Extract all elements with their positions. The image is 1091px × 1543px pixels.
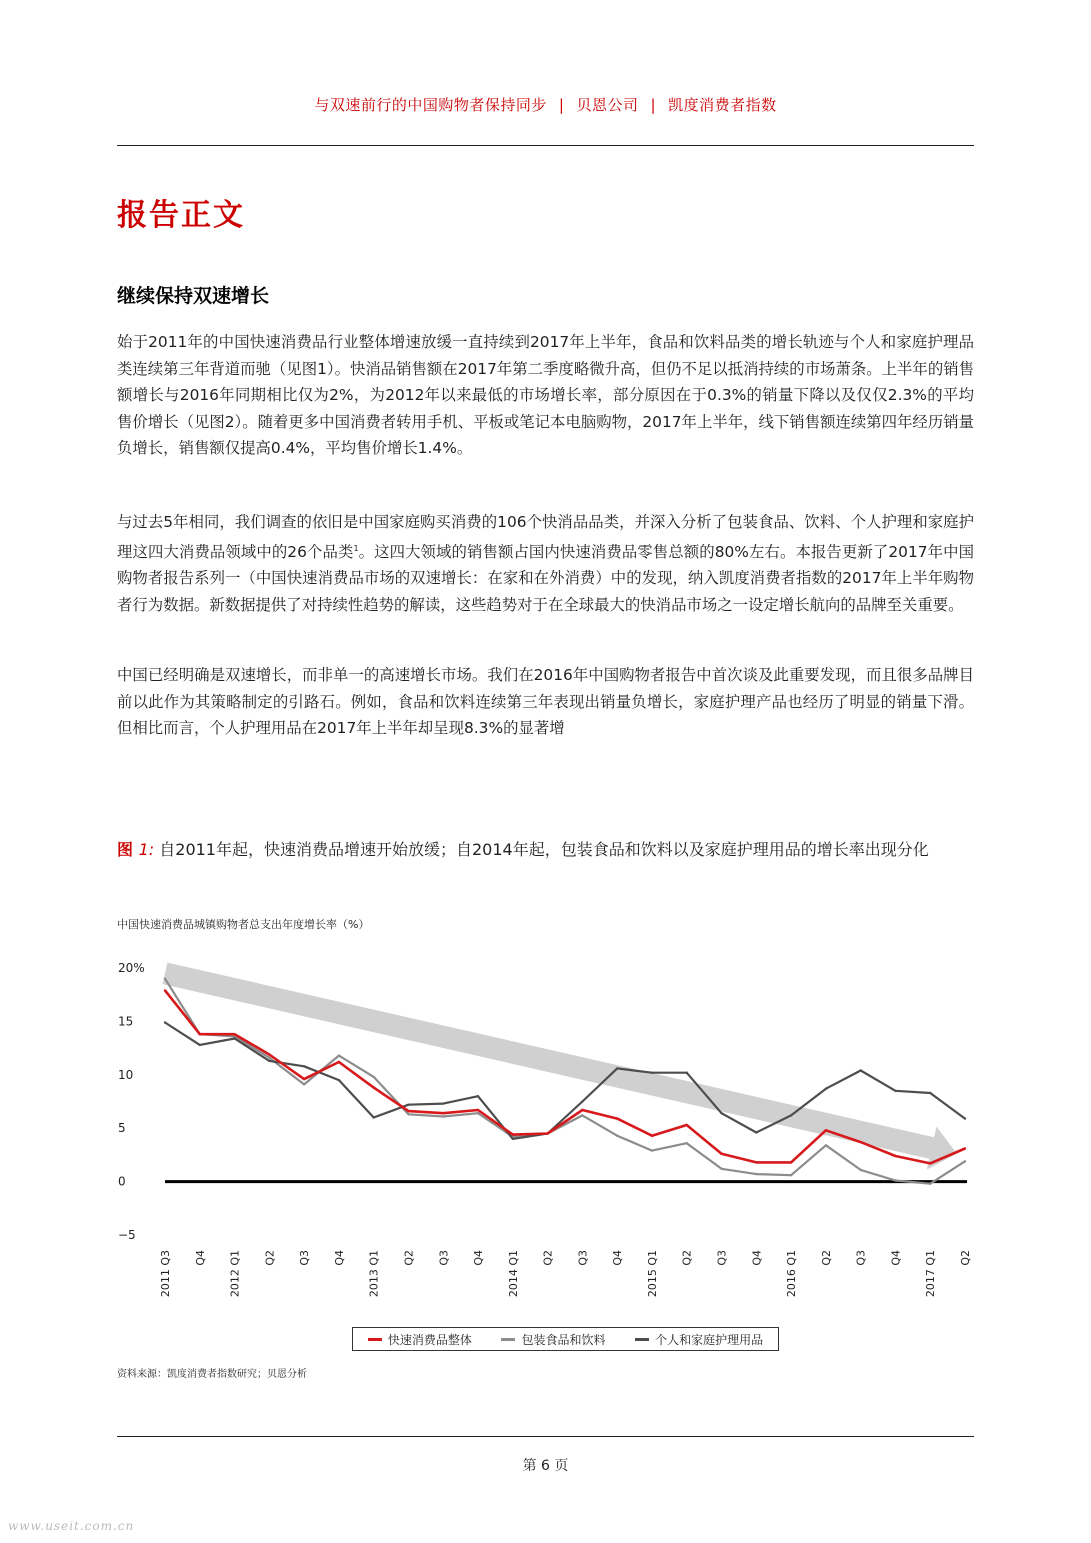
figure-source: 资料来源：凯度消费者指数研究；贝恩分析 (117, 1369, 307, 1380)
running-header (0, 94, 1091, 115)
data-point (233, 1033, 235, 1035)
page-number: 第 6 页 (522, 1458, 569, 1474)
data-point (268, 1053, 270, 1055)
paragraph-3: 中国已经明确是双速增长，而非单一的高速增长市场。我们在2016年中国购物者报告中首次谈及此重要发现，而且很多品牌目前以此作为其策略制定的引路石。例如，食品和饮料连续第三年表现出销量负增长，家庭护理产品也经历了明显的销量下滑。但相比而言，个人护理用品在2017年上半年却呈现8.3%的显著增 (117, 666, 974, 737)
x-tick-label: Q2 (819, 1250, 833, 1266)
paragraph-2-text-cont: 。这四大领域的销售额占国内快速消费品零售总额的80%左右。本报告更新了2017年中国购物者报告系列一（中国快速消费品市场的双速增长：在家和在外消费）中的发现，纳入凯度消费者指数的2017年上半年购物者行为数据。新数据提供了对持续性趋势的解读，这些趋势对于在全球最大的快消品市场之一设定增长航向的品牌至关重要。 (117, 542, 974, 614)
data-point (720, 1153, 722, 1155)
header-partner: 凯度消费者指数 (668, 96, 777, 114)
data-point (964, 1147, 966, 1149)
data-point (268, 1060, 270, 1062)
data-point (686, 1072, 688, 1074)
data-point (164, 989, 166, 991)
data-point (373, 1086, 375, 1088)
data-point (581, 1100, 583, 1102)
data-point (860, 1069, 862, 1071)
data-point (164, 978, 166, 980)
data-point (512, 1133, 514, 1135)
section-title: 报告正文 (117, 198, 245, 233)
x-tick-label: Q4 (889, 1250, 903, 1266)
x-tick-label: Q4 (472, 1250, 486, 1266)
data-point (686, 1142, 688, 1144)
data-point (477, 1095, 479, 1097)
x-tick-label: Q2 (541, 1250, 555, 1266)
data-point (546, 1132, 548, 1134)
chart-y-label: 中国快速消费品城镇购物者总支出年度增长率（%） (117, 918, 370, 931)
x-tick-label: 2016 Q1 (785, 1250, 799, 1298)
x-tick-label: 2012 Q1 (228, 1250, 242, 1298)
data-point (581, 1109, 583, 1111)
data-point (860, 1169, 862, 1171)
data-point (686, 1124, 688, 1126)
legend-label: 包装食品和饮料 (521, 1332, 606, 1347)
x-tick-label: Q3 (715, 1250, 729, 1266)
y-tick-label: 10 (118, 1067, 134, 1082)
data-point (164, 1021, 166, 1023)
data-point (616, 1117, 618, 1119)
y-tick-label: 5 (118, 1121, 126, 1136)
data-point (929, 1183, 931, 1185)
data-point (442, 1112, 444, 1114)
data-point (303, 1078, 305, 1080)
data-point (720, 1112, 722, 1114)
figure-number: 1 (138, 840, 149, 859)
data-point (894, 1090, 896, 1092)
legend-item-fmcg-total (368, 1331, 472, 1348)
legend-swatch-gray (501, 1338, 515, 1341)
header-rule (117, 145, 974, 146)
header-report-title: 与双速前行的中国购物者保持同步 (314, 96, 547, 114)
x-tick-label: Q2 (263, 1250, 277, 1266)
data-point (233, 1037, 235, 1039)
data-point (894, 1155, 896, 1157)
x-tick-label: Q3 (576, 1250, 590, 1266)
x-tick-label: Q4 (332, 1250, 346, 1266)
data-point (268, 1057, 270, 1059)
x-tick-label: Q3 (298, 1250, 312, 1266)
data-point (407, 1110, 409, 1112)
data-point (373, 1116, 375, 1118)
data-point (338, 1061, 340, 1063)
data-point (303, 1065, 305, 1067)
series-line-0 (165, 990, 965, 1163)
data-point (512, 1138, 514, 1140)
x-tick-label: 2011 Q3 (159, 1250, 172, 1298)
data-point (407, 1113, 409, 1115)
x-tick-label: Q3 (437, 1250, 451, 1266)
data-point (477, 1109, 479, 1111)
paragraph-2-text: 与过去5年相同，我们调查的依旧是中国家庭购买消费的106个快消品品类，并深入分析了包装食品、饮料、个人护理和家庭护理这四大消费品领域中的26个品类 (117, 513, 974, 561)
x-tick-label: 2014 Q1 (506, 1250, 520, 1298)
data-point (720, 1168, 722, 1170)
legend-item-personal-home-care (635, 1331, 763, 1348)
x-tick-label: 2015 Q1 (645, 1250, 659, 1298)
x-tick-label: Q2 (402, 1250, 416, 1266)
data-point (651, 1149, 653, 1151)
data-point (790, 1174, 792, 1176)
x-tick-label: 2017 Q1 (924, 1250, 938, 1298)
data-point (199, 1033, 201, 1035)
y-tick-label: 0 (118, 1174, 126, 1189)
data-point (755, 1161, 757, 1163)
footer-rule (117, 1436, 974, 1437)
paragraph-1: 始于2011年的中国快速消费品行业整体增速放缓一直持续到2017年上半年，食品和饮料品类的增长轨迹与个人和家庭护理品类连续第三年背道而驰（见图1）。快消品销售额在2017年第二季度略微升高，但仍不足以抵消持续的市场萧条。上半年的销售额增长与2016年同期相比仅为2%，为2012年以来最低的市场增长率，部分原因在于0.3%的销量下降以及仅仅2.3%的平均售价增长（见图2）。随着更多中国消费者转用手机、平板或笔记本电脑购物，2017年上半年，线下销售额连续第四年经历销量负增长，销售额仅提高0.4%，平均售价增长1.4%。 (117, 333, 974, 457)
figure-label (117, 840, 154, 859)
y-tick-label: 20% (118, 961, 145, 975)
subsection-title: 继续保持双速增长 (117, 285, 270, 307)
data-point (616, 1135, 618, 1137)
data-point (616, 1067, 618, 1069)
data-point (825, 1088, 827, 1090)
data-point (442, 1115, 444, 1117)
data-point (303, 1083, 305, 1085)
data-point (929, 1092, 931, 1094)
data-point (755, 1173, 757, 1175)
y-tick-label: 15 (118, 1014, 134, 1029)
header-company: 贝恩公司 (576, 96, 639, 114)
x-tick-label: Q4 (193, 1250, 207, 1266)
legend-swatch-red (368, 1338, 382, 1341)
legend-label: 个人和家庭护理用品 (655, 1332, 764, 1347)
data-point (790, 1161, 792, 1163)
watermark: www.useit.com.cn (8, 1519, 135, 1533)
legend-label: 快速消费品整体 (387, 1332, 472, 1347)
data-point (407, 1104, 409, 1106)
data-point (860, 1141, 862, 1143)
footnote-marker: 1 (353, 543, 359, 553)
y-tick-label: −5 (118, 1228, 136, 1242)
legend-swatch-dark (635, 1338, 649, 1341)
data-point (964, 1117, 966, 1119)
data-point (651, 1072, 653, 1074)
data-point (651, 1135, 653, 1137)
legend-item-food-beverage (501, 1331, 605, 1348)
data-point (755, 1131, 757, 1133)
header-separator: | (650, 96, 657, 114)
data-point (199, 1044, 201, 1046)
data-point (894, 1179, 896, 1181)
paragraph-2 (117, 509, 974, 618)
data-point (825, 1144, 827, 1146)
data-point (825, 1129, 827, 1131)
data-point (442, 1102, 444, 1104)
data-point (581, 1114, 583, 1116)
header-separator: | (558, 96, 565, 114)
x-tick-label: Q2 (680, 1250, 694, 1266)
x-tick-label: Q2 (959, 1250, 972, 1266)
x-tick-label: Q4 (611, 1250, 625, 1266)
x-tick-label: Q3 (854, 1250, 868, 1266)
figure-title (117, 836, 974, 864)
data-point (964, 1160, 966, 1162)
data-point (338, 1079, 340, 1081)
figure-title-text: 自2011年起，快速消费品增速开始放缓；自2014年起，包装食品和饮料以及家庭护理用品的增长率出现分化 (159, 840, 929, 859)
data-point (373, 1076, 375, 1078)
chart-legend (352, 1327, 779, 1351)
data-point (338, 1054, 340, 1056)
x-tick-label: 2013 Q1 (367, 1250, 381, 1298)
figure-prefix: 图 (117, 840, 134, 859)
x-tick-label: Q4 (750, 1250, 764, 1266)
figure-colon: : (148, 840, 155, 859)
growth-line-chart (110, 950, 980, 1310)
data-point (477, 1112, 479, 1114)
data-point (929, 1162, 931, 1164)
data-point (790, 1114, 792, 1116)
